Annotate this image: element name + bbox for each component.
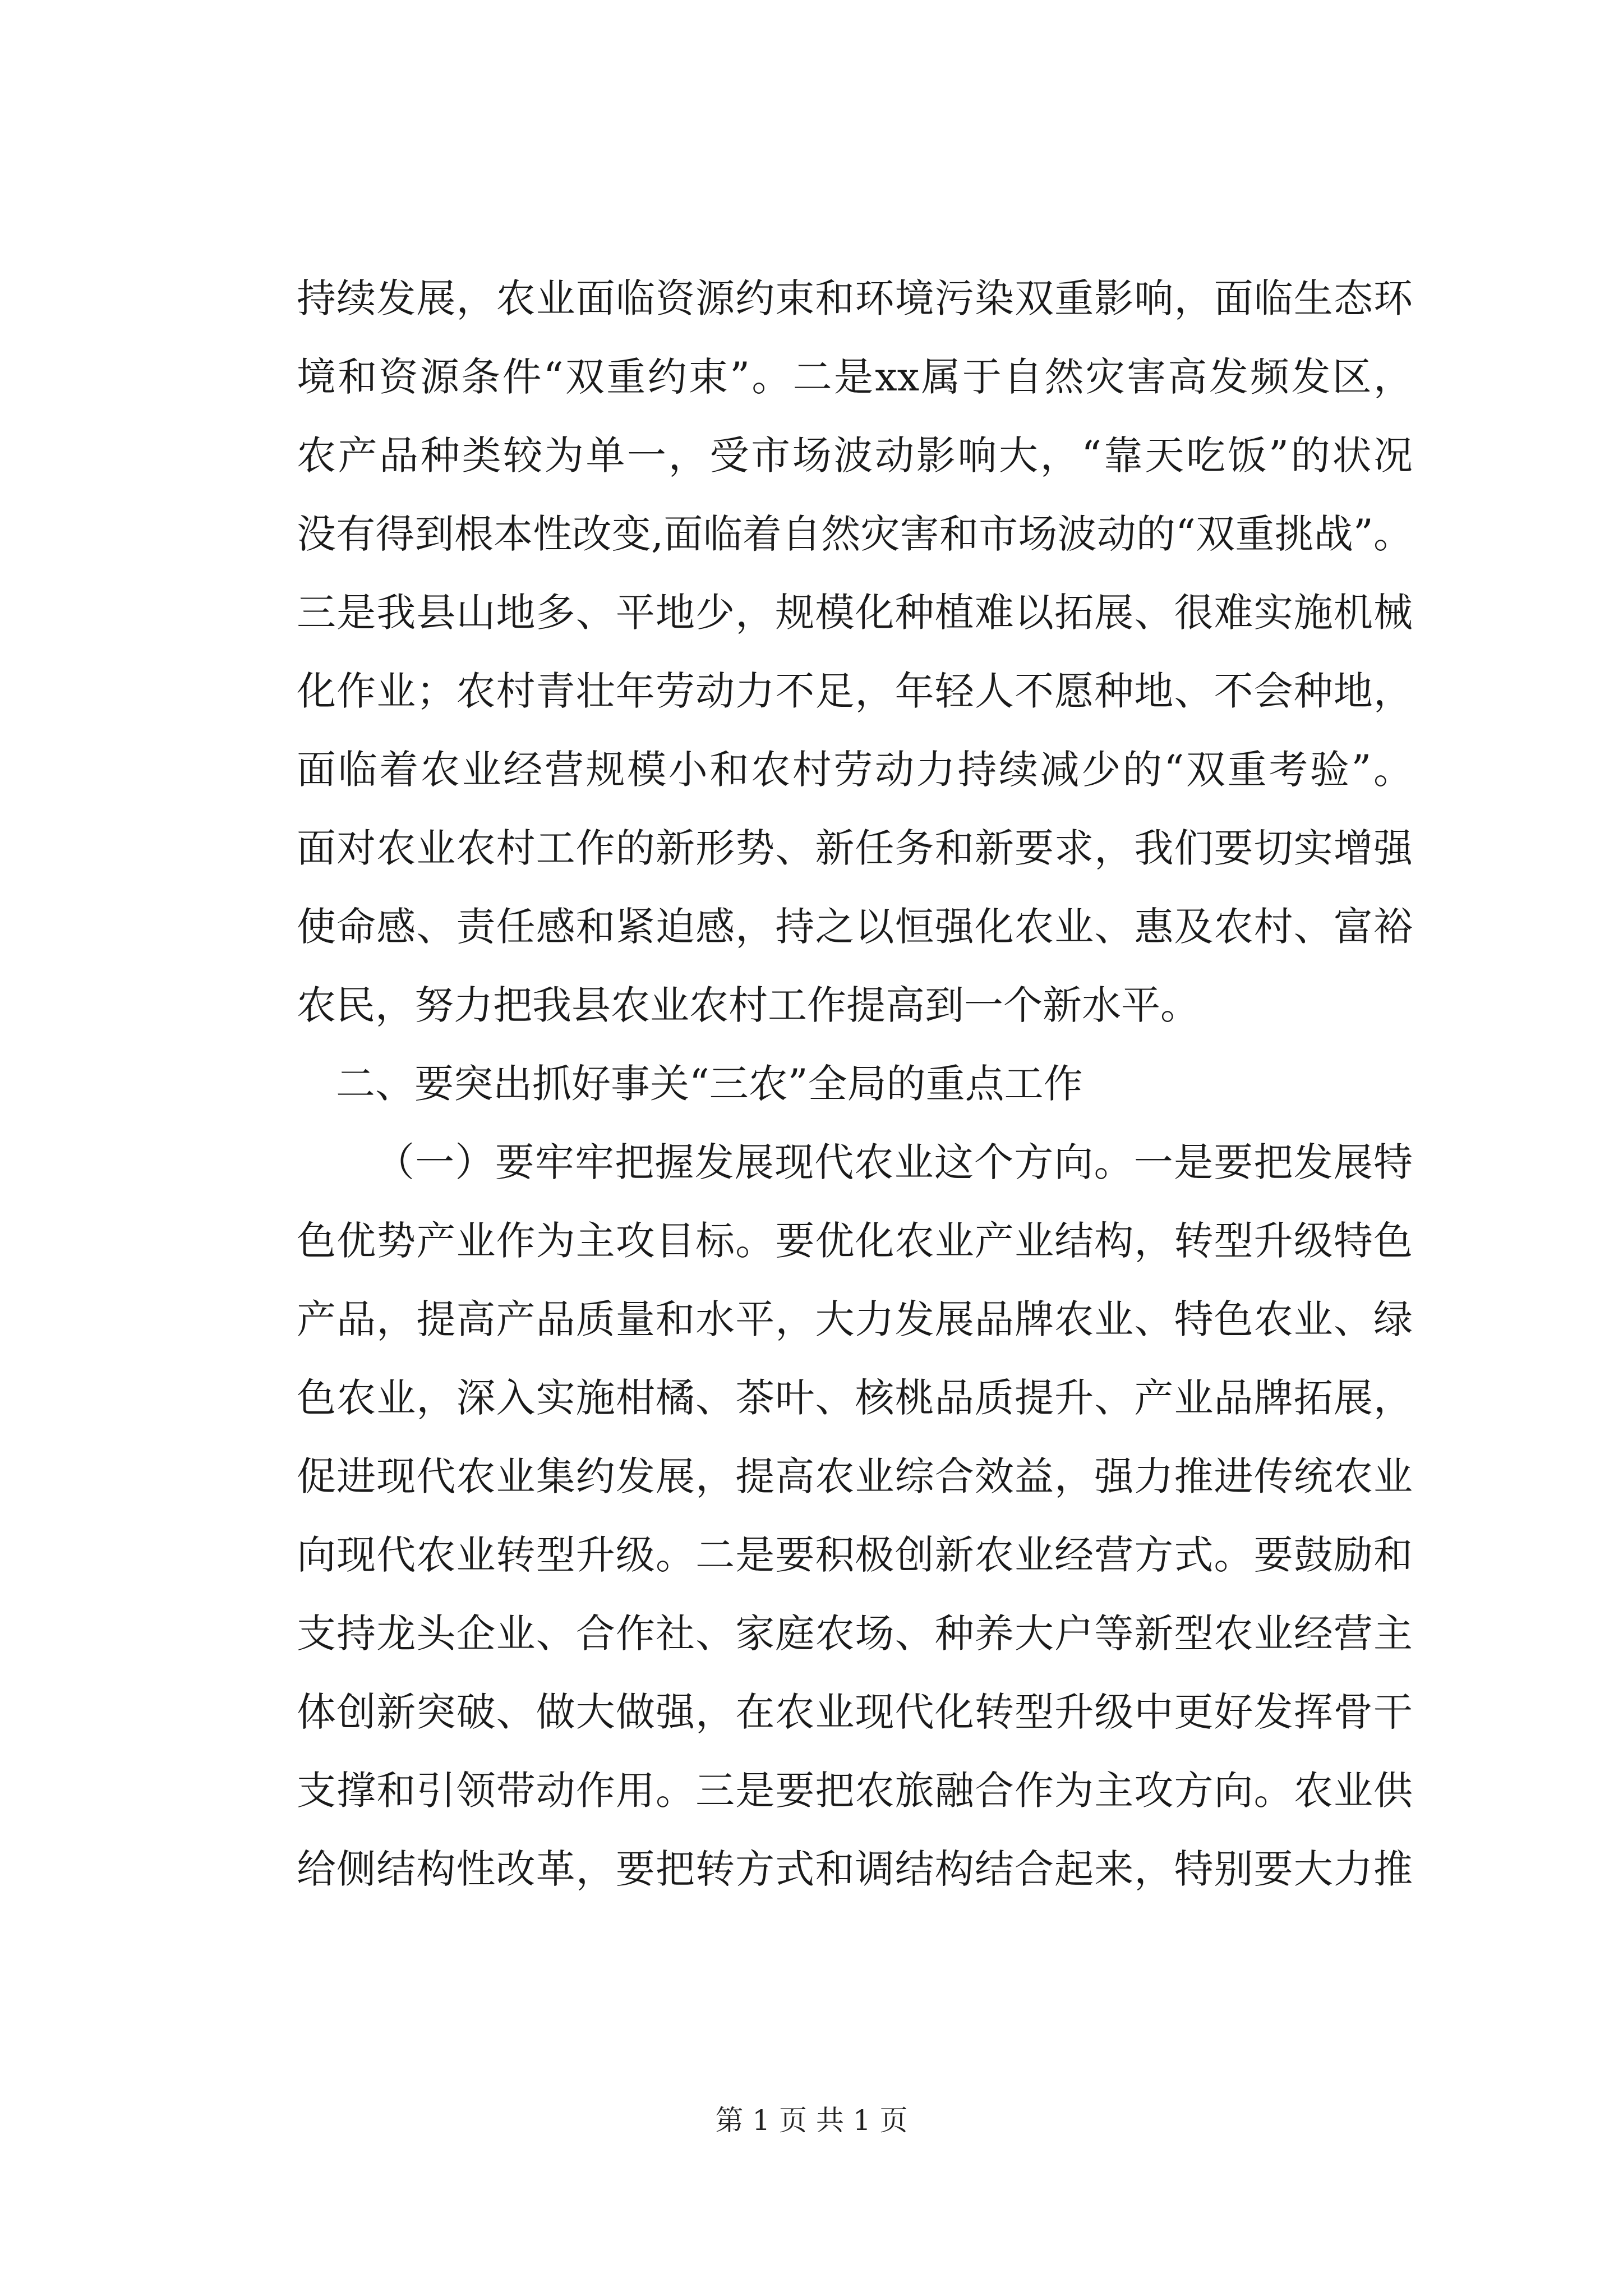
document-body [297, 259, 1413, 1908]
text-line: 体创新突破、做大做强，在农业现代化转型升级中更好发挥骨干 [297, 1689, 1413, 1735]
text-line: 三是我县山地多、平地少，规模化种植难以拓展、很难实施机械 [297, 590, 1413, 636]
text-line: （一）要牢牢把握发展现代农业这个方向。一是要把发展特 [375, 1139, 1413, 1185]
text-line: 农民，努力把我县农业农村工作提高到一个新水平。 [297, 982, 1200, 1028]
text-line: 农产品种类较为单一，受市场波动影响大，“靠天吃饭”的状况 [297, 432, 1413, 478]
section-heading: 二、要突出抓好事关“三农”全局的重点工作 [336, 1061, 1083, 1107]
text-line: 面对农业农村工作的新形势、新任务和新要求，我们要切实增强 [297, 825, 1413, 871]
text-line: 没有得到根本性改变,面临着自然灾害和市场波动的“双重挑战”。 [297, 511, 1413, 557]
text-line: 化作业；农村青壮年劳动力不足，年轻人不愿种地、不会种地， [297, 668, 1413, 714]
text-line: 产品，提高产品质量和水平，大力发展品牌农业、特色农业、绿 [297, 1296, 1413, 1342]
text-line: 面临着农业经营规模小和农村劳动力持续减少的“双重考验”。 [297, 747, 1413, 793]
text-line: 使命感、责任感和紧迫感，持之以恒强化农业、惠及农村、富裕 [297, 904, 1413, 950]
text-line: 支撑和引领带动作用。三是要把农旅融合作为主攻方向。农业供 [297, 1768, 1413, 1814]
text-line: 支持龙头企业、合作社、家庭农场、种养大户等新型农业经营主 [297, 1611, 1413, 1657]
text-line: 色农业，深入实施柑橘、茶叶、核桃品质提升、产业品牌拓展， [297, 1375, 1413, 1421]
text-line: 持续发展，农业面临资源约束和环境污染双重影响，面临生态环 [297, 275, 1413, 321]
text-line: 色优势产业作为主攻目标。要优化农业产业结构，转型升级特色 [297, 1218, 1413, 1264]
text-line: 促进现代农业集约发展，提高农业综合效益，强力推进传统农业 [297, 1453, 1413, 1499]
text-line: 境和资源条件“双重约束”。二是xx属于自然灾害高发频发区， [297, 354, 1413, 400]
text-line: 向现代农业转型升级。二是要积极创新农业经营方式。要鼓励和 [297, 1532, 1413, 1578]
page-number-footer: 第 1 页 共 1 页 [715, 2104, 908, 2137]
text-line: 给侧结构性改革，要把转方式和调结构结合起来，特别要大力推 [297, 1846, 1413, 1892]
